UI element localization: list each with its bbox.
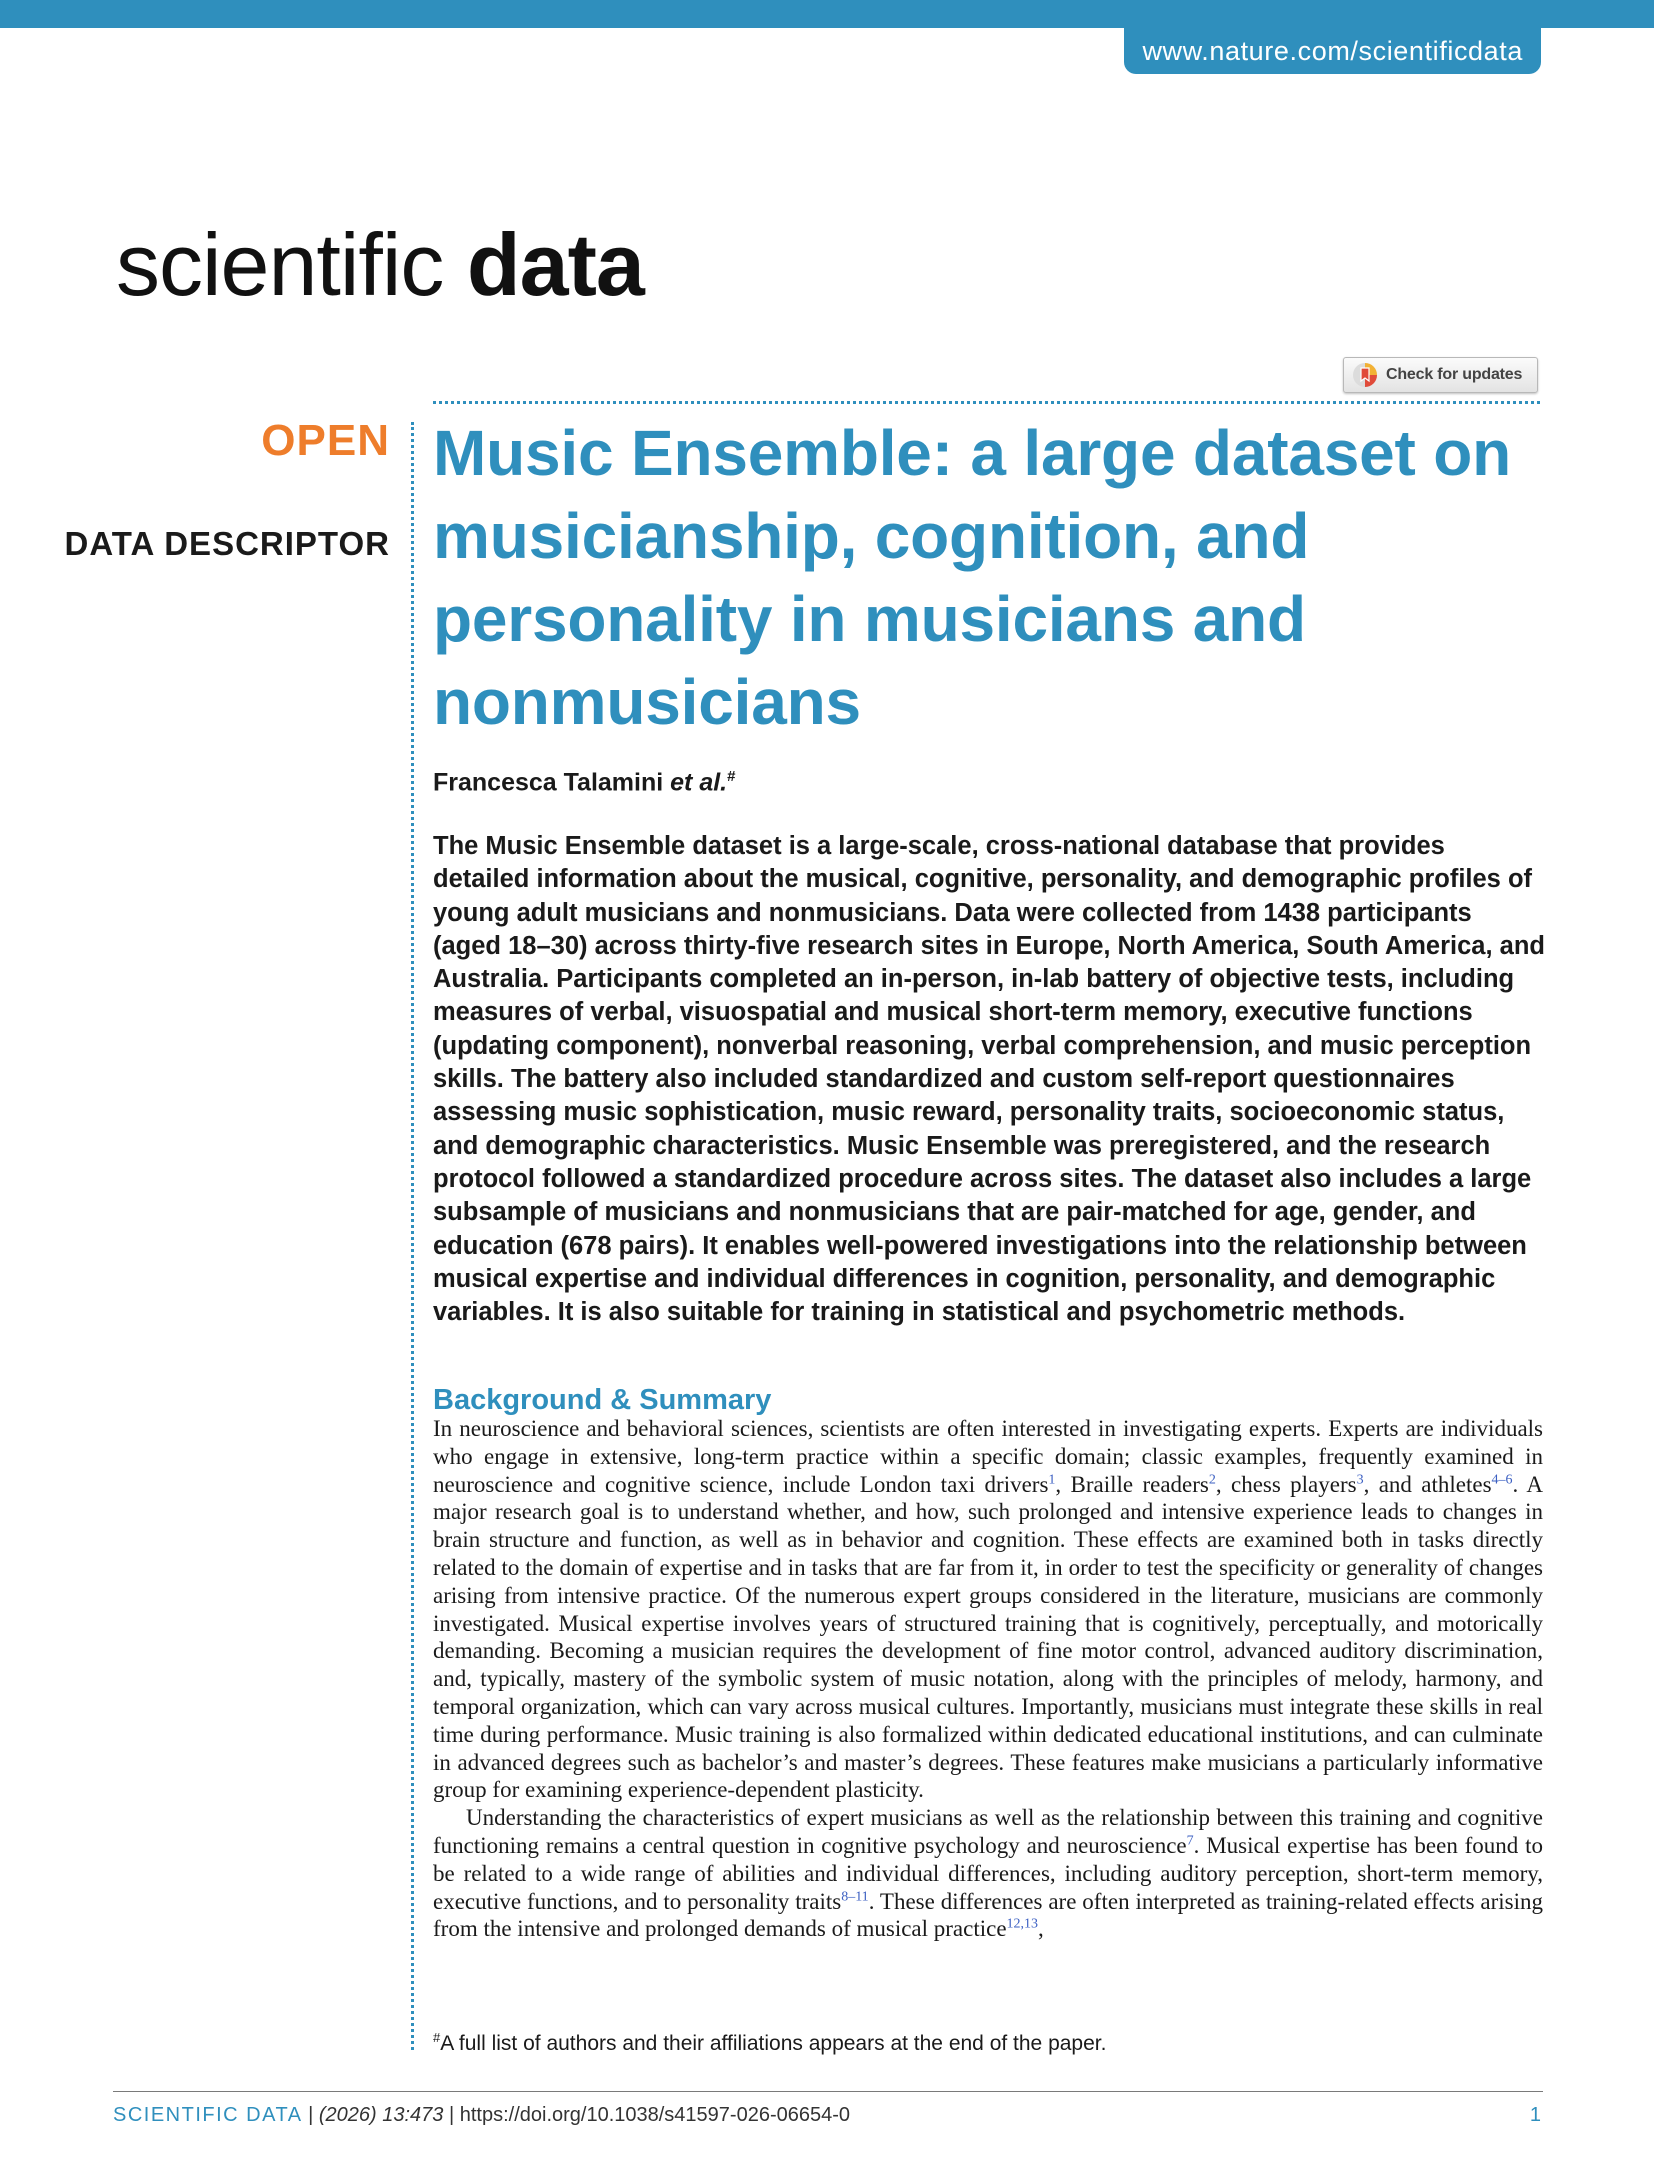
journal-logo-bold: data bbox=[466, 215, 644, 314]
body-text-span: , chess players bbox=[1215, 1471, 1357, 1497]
footer-citation: (2026) 13:473 bbox=[318, 2104, 444, 2126]
footer-journal-name: SCIENTIFIC DATA bbox=[113, 2104, 303, 2126]
citation-link[interactable]: 7 bbox=[1186, 1833, 1194, 1849]
author-footnote-mark: # bbox=[727, 768, 736, 785]
journal-logo[interactable] bbox=[116, 210, 644, 320]
footer-separator: | bbox=[443, 2104, 460, 2126]
open-access-badge: OPEN bbox=[261, 416, 390, 465]
citation-link[interactable]: 4–6 bbox=[1491, 1471, 1513, 1487]
footer-separator: | bbox=[302, 2104, 319, 2126]
doi-link[interactable]: https://doi.org/10.1038/s41597-026-06654-0 bbox=[459, 2104, 851, 2126]
page-footer bbox=[113, 2101, 850, 2129]
journal-logo-light: scientific bbox=[116, 215, 467, 314]
body-text-span: . Musical expertise has been found to be related to a wide range of abilities and individual differences, including auditory perception, short-term memory, executive functions, and to personality traits bbox=[433, 1832, 1543, 1914]
title-divider bbox=[433, 401, 1540, 404]
page-number: 1 bbox=[1529, 2104, 1541, 2126]
body-paragraph bbox=[433, 1415, 1543, 1804]
citation-link[interactable]: 3 bbox=[1356, 1471, 1364, 1487]
check-for-updates-label: Check for updates bbox=[1386, 366, 1523, 383]
body-text-span: . A major research goal is to understand whether, and how, such prolonged and intensive experience leads to changes in brain structure and function, as well as in behavior and cognition. These effects are examined both in tasks directly related to the domain of expertise and in tasks that are far from it, in order to test the specificity or generality of changes arising from intensive practice. Of the numerous expert groups considered in the literature, musicians are commonly investigated. Musical expertise involves years of structured training that is cognitively, perceptually, and motorically demanding. Becoming a musician requires the development of fine motor control, advanced auditory discrimination, and, typically, mastery of the symbolic system of music notation, along with the principles of melody, harmony, and temporal organization, which can vary across musical cultures. Importantly, musicians must integrate these skills in real time during performance. Music training is also formalized within dedicated educational institutions, and can culminate in advanced degrees such as bachelor’s and master’s degrees. These features make musicians a particularly informative group for examining experience-dependent plasticity. bbox=[433, 1471, 1543, 1803]
body-text bbox=[433, 1415, 1543, 1943]
margin-divider bbox=[411, 422, 414, 2050]
citation-link[interactable]: 2 bbox=[1208, 1471, 1216, 1487]
author-name: Francesca Talamini bbox=[433, 768, 671, 797]
author-footnote bbox=[433, 2024, 1106, 2058]
citation-link[interactable]: 12,13 bbox=[1006, 1916, 1039, 1932]
body-paragraph bbox=[433, 1804, 1543, 1943]
footnote-text: A full list of authors and their affiliations appears at the end of the paper. bbox=[440, 2032, 1107, 2055]
crossmark-icon bbox=[1352, 362, 1378, 388]
body-text-span: , Braille readers bbox=[1055, 1471, 1209, 1497]
section-heading-background: Background & Summary bbox=[433, 1384, 772, 1416]
body-text-span: In neuroscience and behavioral sciences, scientists are often interested in investigating experts. Experts are individuals who engage in extensive, long-term practice within a specific domain; classic examples, frequently examined in neuroscience and cognitive science, include London taxi drivers bbox=[433, 1416, 1543, 1497]
article-type-label: DATA DESCRIPTOR bbox=[64, 525, 390, 562]
body-text-span: Understanding the characteristics of expert musicians as well as the relationship between this training and cognitive functioning remains a central question in cognitive psychology and neuroscience bbox=[433, 1805, 1543, 1858]
abstract: The Music Ensemble dataset is a large-scale, cross-national database that provides detailed information about the musical, cognitive, personality, and demographic profiles of young adult musicians and nonmusicians. Data were collected from 1438 participants (aged 18–30) across thirty-five research sites in Europe, North America, South America, and Australia. Participants completed an in-person, in-lab battery of objective tests, including measures of verbal, visuospatial and musical short-term memory, executive functions (updating component), nonverbal reasoning, verbal comprehension, and music perception skills. The battery also included standardized and custom self-report questionnaires assessing music sophistication, music reward, personality traits, socioeconomic status, and demographic characteristics. Music Ensemble was preregistered, and the research protocol followed a standardized procedure across sites. The dataset also includes a large subsample of musicians and nonmusicians that are pair-matched for age, gender, and education (678 pairs). It enables well-powered investigations into the relationship between musical expertise and individual differences in cognition, personality, and demographic variables. It is also suitable for training in statistical and psychometric methods. bbox=[433, 832, 1545, 1327]
top-color-bar bbox=[0, 0, 1654, 28]
journal-url-link[interactable]: www.nature.com/scientificdata bbox=[1124, 28, 1541, 74]
body-text-span: . These differences are often interpreted as training-related effects arising from the intensive and prolonged demands of musical practice bbox=[433, 1888, 1544, 1942]
citation-link[interactable]: 8–11 bbox=[841, 1888, 869, 1904]
article-title: Music Ensemble: a large dataset on musicianship, cognition, and personality in musicians and nonmusicians bbox=[433, 417, 1511, 738]
footnote-mark: # bbox=[433, 2030, 441, 2045]
footer-divider bbox=[113, 2091, 1543, 2092]
citation-link[interactable]: 1 bbox=[1048, 1471, 1056, 1487]
author-etal: et al. bbox=[670, 768, 728, 797]
body-text-span: , and athletes bbox=[1363, 1471, 1492, 1497]
author-line[interactable] bbox=[433, 760, 735, 799]
body-text-span: , bbox=[1038, 1916, 1044, 1942]
check-for-updates-button[interactable] bbox=[1343, 357, 1538, 393]
